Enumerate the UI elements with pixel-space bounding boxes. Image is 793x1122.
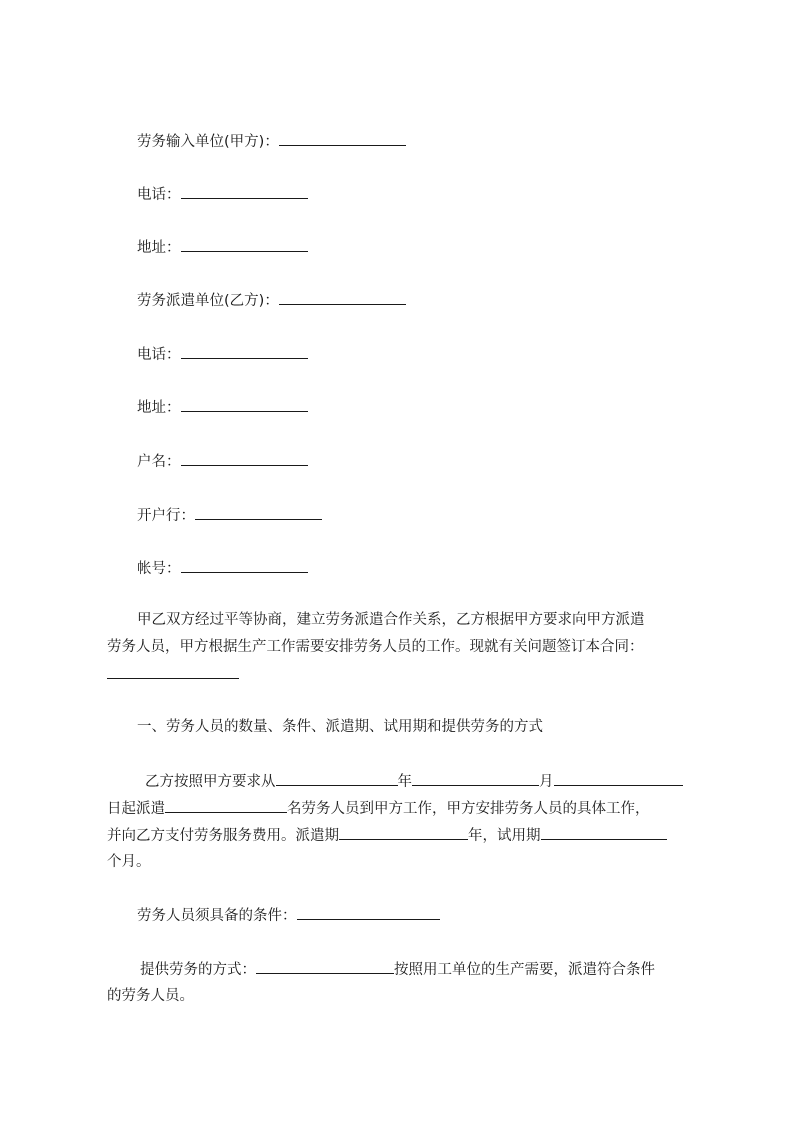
dispatch-text-2: 日起派遣 (107, 801, 165, 817)
intro-line-3 (107, 664, 239, 685)
start-month-field[interactable] (412, 771, 539, 786)
account-no-label: 帐号： (137, 561, 181, 577)
conditions-line (137, 905, 440, 926)
year-label: 年 (397, 774, 412, 790)
trial-period-field[interactable] (541, 825, 667, 840)
intro-line-2 (107, 637, 644, 657)
party-a-address-line (137, 237, 308, 258)
party-a-label: 劳务输入单位(甲方)： (137, 134, 279, 150)
section-1-heading-text: 一、劳务人员的数量、条件、派遣期、试用期和提供劳务的方式 (137, 719, 543, 735)
method-text-1: 按照用工单位的生产需要，派遣符合条件 (394, 962, 655, 978)
dispatch-line-1 (145, 771, 683, 792)
account-name-line (137, 451, 308, 472)
party-a-phone-label: 电话： (137, 187, 181, 203)
method-line-1 (140, 959, 655, 980)
start-day-field[interactable] (554, 771, 683, 786)
intro-text-1: 甲乙双方经过平等协商，建立劳务派遣合作关系，乙方根据甲方要求向甲方派遣 (137, 612, 645, 628)
party-b-address-label: 地址： (137, 400, 181, 416)
party-b-label: 劳务派遣单位(乙方)： (137, 293, 279, 309)
section-1-heading (137, 717, 543, 737)
party-a-phone-field[interactable] (181, 184, 308, 199)
dispatch-period-field[interactable] (339, 825, 468, 840)
dispatch-text-6: 个月。 (107, 854, 151, 870)
intro-line-1 (137, 610, 645, 630)
party-a-address-field[interactable] (181, 237, 308, 252)
conditions-label: 劳务人员须具备的条件： (137, 908, 297, 924)
party-b-name-field[interactable] (279, 290, 406, 305)
dispatch-text-5: 年，试用期 (468, 828, 541, 844)
dispatch-text-1: 乙方按照甲方要求从 (145, 774, 276, 790)
party-b-address-line (137, 397, 308, 418)
party-b-line (137, 290, 406, 311)
account-no-field[interactable] (181, 558, 308, 573)
intro-text-2: 劳务人员，甲方根据生产工作需要安排劳务人员的工作。现就有关问题签订本合同： (107, 639, 644, 655)
party-b-phone-label: 电话： (137, 347, 181, 363)
method-label: 提供劳务的方式： (140, 962, 256, 978)
account-name-field[interactable] (181, 451, 308, 466)
method-line-2 (107, 986, 194, 1006)
start-year-field[interactable] (276, 771, 398, 786)
party-a-phone-line (137, 184, 308, 205)
account-no-line (137, 558, 308, 579)
conditions-field[interactable] (297, 905, 440, 920)
month-label: 月 (539, 774, 554, 790)
party-b-address-field[interactable] (181, 397, 308, 412)
intro-blank-field[interactable] (107, 664, 239, 679)
bank-field[interactable] (195, 505, 322, 520)
method-field[interactable] (256, 959, 394, 974)
party-b-phone-field[interactable] (181, 344, 308, 359)
dispatch-line-2 (107, 798, 650, 819)
worker-count-field[interactable] (165, 798, 287, 813)
party-a-name-field[interactable] (279, 131, 406, 146)
dispatch-text-3: 名劳务人员到甲方工作，甲方安排劳务人员的具体工作， (287, 801, 650, 817)
method-text-2: 的劳务人员。 (107, 988, 194, 1004)
party-a-address-label: 地址： (137, 240, 181, 256)
dispatch-line-4 (107, 852, 151, 872)
party-a-line (137, 131, 406, 152)
dispatch-line-3 (107, 825, 667, 846)
bank-label: 开户行： (137, 508, 195, 524)
account-name-label: 户名： (137, 454, 181, 470)
bank-line (137, 505, 322, 526)
dispatch-text-4: 并向乙方支付劳务服务费用。派遣期 (107, 828, 339, 844)
party-b-phone-line (137, 344, 308, 365)
